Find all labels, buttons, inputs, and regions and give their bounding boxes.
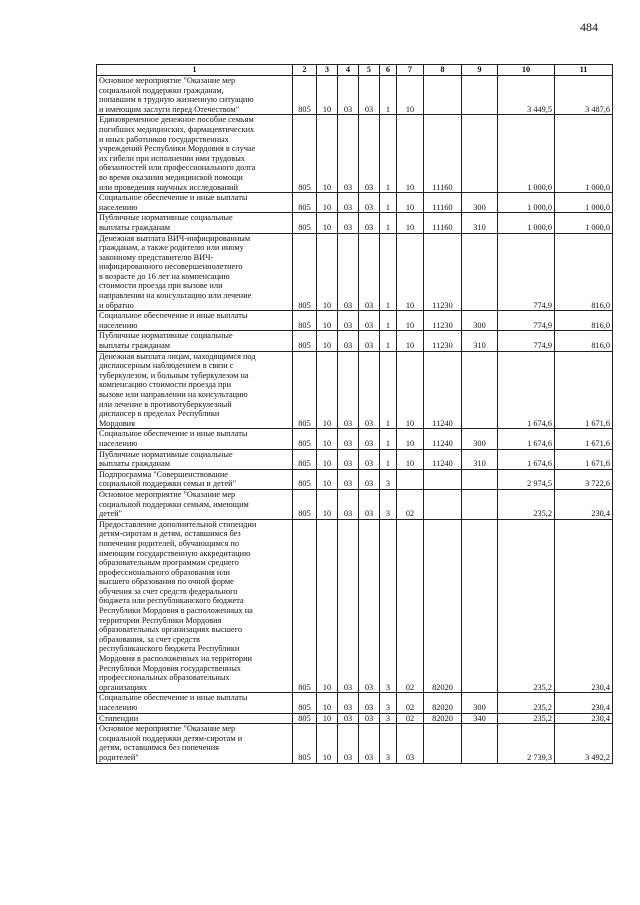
page-number: 484 [580, 20, 598, 34]
code-cell: 03 [359, 713, 380, 724]
header-cell: 11 [555, 65, 613, 76]
table-row [97, 724, 613, 763]
code-cell: 805 [293, 724, 317, 763]
table-row [97, 115, 613, 193]
table-row [97, 519, 613, 693]
code-cell: 10 [397, 331, 424, 351]
code-cell: 82020 [424, 693, 462, 713]
header-cell: 10 [498, 65, 555, 76]
code-cell: 03 [359, 724, 380, 763]
code-cell: 805 [293, 519, 317, 693]
amount-cell: 816,0 [555, 311, 613, 331]
code-cell: 1 [380, 331, 397, 351]
code-cell: 03 [338, 724, 359, 763]
code-cell: 03 [338, 469, 359, 489]
code-cell: 82020 [424, 713, 462, 724]
amount-cell: 1 674,6 [498, 449, 555, 469]
code-cell: 1 [380, 233, 397, 311]
code-cell: 1 [380, 429, 397, 449]
code-cell: 3 [380, 713, 397, 724]
code-cell: 03 [338, 193, 359, 213]
code-cell: 03 [338, 489, 359, 519]
code-cell: 03 [338, 693, 359, 713]
code-cell: 03 [359, 331, 380, 351]
code-cell: 11240 [424, 429, 462, 449]
code-cell: 340 [462, 713, 498, 724]
row-name-cell: Социальное обеспечение и иные выплаты населению [97, 429, 293, 449]
code-cell [424, 724, 462, 763]
code-cell: 03 [359, 115, 380, 193]
header-row [97, 65, 613, 76]
code-cell: 03 [338, 76, 359, 115]
code-cell: 10 [317, 213, 338, 233]
code-cell: 1 [380, 213, 397, 233]
code-cell: 10 [397, 76, 424, 115]
header-cell: 6 [380, 65, 397, 76]
code-cell: 805 [293, 449, 317, 469]
code-cell: 10 [317, 519, 338, 693]
table-body [97, 76, 613, 764]
code-cell: 02 [397, 489, 424, 519]
code-cell: 1 [380, 76, 397, 115]
code-cell: 03 [338, 429, 359, 449]
code-cell: 03 [359, 519, 380, 693]
amount-cell: 1 671,6 [555, 351, 613, 429]
code-cell: 03 [359, 693, 380, 713]
amount-cell: 816,0 [555, 331, 613, 351]
amount-cell: 1 000,0 [555, 115, 613, 193]
code-cell: 805 [293, 469, 317, 489]
code-cell: 10 [317, 429, 338, 449]
header-cell: 1 [97, 65, 293, 76]
amount-cell: 1 000,0 [555, 213, 613, 233]
row-name-cell: Подпрограмма "Совершенствование социальной поддержки семьи и детей" [97, 469, 293, 489]
row-name-cell: Социальное обеспечение и иные выплаты населению [97, 693, 293, 713]
code-cell: 03 [359, 429, 380, 449]
code-cell [424, 469, 462, 489]
row-name-cell: Основное мероприятие "Оказание мер социальной поддержки гражданам, попавшим в трудную жизненную ситуацию и имеющим заслуги перед Отечеством" [97, 76, 293, 115]
amount-cell: 2 739,3 [498, 724, 555, 763]
code-cell [462, 115, 498, 193]
row-name-cell: Основное мероприятие "Оказание мер социальной поддержки детям-сиротам и детям, оставшимся без попечения родителей" [97, 724, 293, 763]
code-cell: 03 [338, 713, 359, 724]
row-name-cell: Денежная выплата лицам, находящимся под диспансерным наблюдением в связи с туберкулезом, и больным туберкулезом на компенсацию стоимости проезда при вызове или направлении на консультацию или лечение в противотуберкулезный диспансер в пределах Республики Мордовия [97, 351, 293, 429]
code-cell: 03 [359, 449, 380, 469]
row-name-cell: Социальное обеспечение и иные выплаты населению [97, 311, 293, 331]
code-cell: 10 [397, 351, 424, 429]
code-cell: 10 [317, 469, 338, 489]
code-cell: 805 [293, 429, 317, 449]
row-name-cell: Денежная выплата ВИЧ-инфицированным гражданам, а также родителю или иному законному представителю ВИЧ- инфицированного несовершеннолетнего в возрасте до 16 лет на компенсацию стоимости проезда при вызове или направлении на консультацию или лечение и обратно [97, 233, 293, 311]
code-cell: 10 [317, 449, 338, 469]
code-cell: 03 [359, 76, 380, 115]
code-cell: 1 [380, 311, 397, 331]
code-cell: 10 [317, 489, 338, 519]
code-cell: 11230 [424, 233, 462, 311]
code-cell: 03 [359, 469, 380, 489]
code-cell: 10 [397, 449, 424, 469]
budget-table [96, 64, 613, 764]
code-cell [424, 76, 462, 115]
code-cell [462, 724, 498, 763]
amount-cell: 1 671,6 [555, 449, 613, 469]
row-name-cell: Социальное обеспечение и иные выплаты населению [97, 193, 293, 213]
code-cell: 10 [317, 693, 338, 713]
code-cell: 805 [293, 311, 317, 331]
code-cell [424, 489, 462, 519]
code-cell: 1 [380, 449, 397, 469]
code-cell: 10 [317, 351, 338, 429]
code-cell: 310 [462, 449, 498, 469]
code-cell: 11230 [424, 331, 462, 351]
code-cell: 805 [293, 693, 317, 713]
table-row [97, 351, 613, 429]
amount-cell: 1 674,6 [498, 429, 555, 449]
amount-cell: 230,4 [555, 693, 613, 713]
code-cell: 03 [338, 351, 359, 429]
code-cell: 805 [293, 115, 317, 193]
row-name-cell: Основное мероприятие "Оказание мер социальной поддержки семьям, имеющим детей" [97, 489, 293, 519]
row-name-cell: Публичные нормативные социальные выплаты гражданам [97, 331, 293, 351]
code-cell: 3 [380, 724, 397, 763]
header-cell: 4 [338, 65, 359, 76]
code-cell: 805 [293, 76, 317, 115]
code-cell: 805 [293, 213, 317, 233]
code-cell: 10 [317, 115, 338, 193]
code-cell: 03 [359, 489, 380, 519]
code-cell [397, 469, 424, 489]
code-cell [462, 519, 498, 693]
code-cell: 82020 [424, 519, 462, 693]
table-row [97, 311, 613, 331]
code-cell [462, 76, 498, 115]
code-cell: 805 [293, 713, 317, 724]
amount-cell: 3 722,6 [555, 469, 613, 489]
code-cell: 11240 [424, 351, 462, 429]
amount-cell: 2 974,5 [498, 469, 555, 489]
code-cell: 11160 [424, 115, 462, 193]
code-cell: 3 [380, 519, 397, 693]
code-cell [462, 233, 498, 311]
amount-cell: 816,0 [555, 233, 613, 311]
table-row [97, 489, 613, 519]
table-row [97, 233, 613, 311]
code-cell: 03 [338, 233, 359, 311]
code-cell [462, 489, 498, 519]
code-cell: 3 [380, 469, 397, 489]
row-name-cell: Публичные нормативные социальные выплаты гражданам [97, 449, 293, 469]
code-cell: 1 [380, 351, 397, 429]
code-cell: 10 [397, 233, 424, 311]
code-cell: 300 [462, 193, 498, 213]
amount-cell: 235,2 [498, 693, 555, 713]
code-cell: 10 [317, 713, 338, 724]
code-cell: 10 [397, 115, 424, 193]
code-cell: 10 [317, 331, 338, 351]
amount-cell: 235,2 [498, 519, 555, 693]
header-cell: 9 [462, 65, 498, 76]
code-cell: 03 [359, 351, 380, 429]
code-cell: 10 [317, 311, 338, 331]
code-cell: 10 [397, 311, 424, 331]
code-cell: 11240 [424, 449, 462, 469]
table-row [97, 469, 613, 489]
header-cell: 7 [397, 65, 424, 76]
table-row [97, 193, 613, 213]
header-cell: 3 [317, 65, 338, 76]
code-cell: 805 [293, 331, 317, 351]
row-name-cell: Единовременное денежное пособие семьям погибших медицинских, фармацевтических и иных работников государственных учреждений Республики Мордовия в случае их гибели при исполнении ими трудовых обязанностей или профессионального долга во время оказания медицинской помощи или проведения научных исследований [97, 115, 293, 193]
code-cell: 10 [317, 76, 338, 115]
amount-cell: 1 674,6 [498, 351, 555, 429]
amount-cell: 1 000,0 [498, 115, 555, 193]
code-cell: 10 [317, 724, 338, 763]
code-cell: 10 [317, 193, 338, 213]
code-cell: 300 [462, 311, 498, 331]
code-cell: 3 [380, 489, 397, 519]
table-row [97, 713, 613, 724]
amount-cell: 1 000,0 [498, 193, 555, 213]
header-cell: 2 [293, 65, 317, 76]
header-cell: 8 [424, 65, 462, 76]
code-cell: 03 [338, 115, 359, 193]
header-cell: 5 [359, 65, 380, 76]
amount-cell: 1 671,6 [555, 429, 613, 449]
code-cell: 10 [397, 429, 424, 449]
code-cell: 02 [397, 713, 424, 724]
table-row [97, 429, 613, 449]
code-cell: 03 [338, 311, 359, 331]
code-cell: 805 [293, 193, 317, 213]
amount-cell: 3 492,2 [555, 724, 613, 763]
code-cell: 03 [359, 213, 380, 233]
table-row [97, 449, 613, 469]
amount-cell: 230,4 [555, 489, 613, 519]
amount-cell: 774,9 [498, 311, 555, 331]
code-cell: 3 [380, 693, 397, 713]
row-name-cell: Публичные нормативные социальные выплаты гражданам [97, 213, 293, 233]
code-cell: 805 [293, 351, 317, 429]
table-row [97, 331, 613, 351]
code-cell: 10 [397, 193, 424, 213]
code-cell: 310 [462, 213, 498, 233]
code-cell: 310 [462, 331, 498, 351]
amount-cell: 3 487,6 [555, 76, 613, 115]
code-cell: 1 [380, 115, 397, 193]
row-name-cell: Стипендии [97, 713, 293, 724]
amount-cell: 1 000,0 [555, 193, 613, 213]
amount-cell: 230,4 [555, 713, 613, 724]
row-name-cell: Предоставление дополнительной стипендии детям-сиротам и детям, оставшимся без попечения родителей, обучающимся по имеющим государственную аккредитацию образовательным программам среднего профессионального образования или высшего образования по очной форме обучения за счет средств федерального бюджета или республиканского бюджета Республики Мордовия в расположенных на территории Республики Мордовия образовательных организациях высшего образования, за счет средств республиканского бюджета Республики Мордовия в расположенных на территории Республики Мордовия государственных профессиональных образовательных организациях [97, 519, 293, 693]
code-cell: 03 [338, 519, 359, 693]
code-cell: 1 [380, 193, 397, 213]
table-row [97, 213, 613, 233]
code-cell: 11160 [424, 213, 462, 233]
code-cell: 02 [397, 693, 424, 713]
code-cell: 10 [317, 233, 338, 311]
code-cell: 11230 [424, 311, 462, 331]
code-cell: 02 [397, 519, 424, 693]
amount-cell: 3 449,5 [498, 76, 555, 115]
code-cell [462, 469, 498, 489]
amount-cell: 235,2 [498, 713, 555, 724]
code-cell: 11160 [424, 193, 462, 213]
amount-cell: 1 000,0 [498, 213, 555, 233]
code-cell: 300 [462, 429, 498, 449]
code-cell: 03 [359, 311, 380, 331]
code-cell: 03 [338, 449, 359, 469]
code-cell: 805 [293, 489, 317, 519]
table-row [97, 76, 613, 115]
code-cell: 805 [293, 233, 317, 311]
code-cell [462, 351, 498, 429]
code-cell: 300 [462, 693, 498, 713]
amount-cell: 235,2 [498, 489, 555, 519]
amount-cell: 230,4 [555, 519, 613, 693]
code-cell: 03 [359, 233, 380, 311]
code-cell: 03 [338, 331, 359, 351]
table-row [97, 693, 613, 713]
code-cell: 03 [359, 193, 380, 213]
code-cell: 03 [338, 213, 359, 233]
amount-cell: 774,9 [498, 233, 555, 311]
amount-cell: 774,9 [498, 331, 555, 351]
code-cell: 10 [397, 213, 424, 233]
code-cell: 03 [397, 724, 424, 763]
